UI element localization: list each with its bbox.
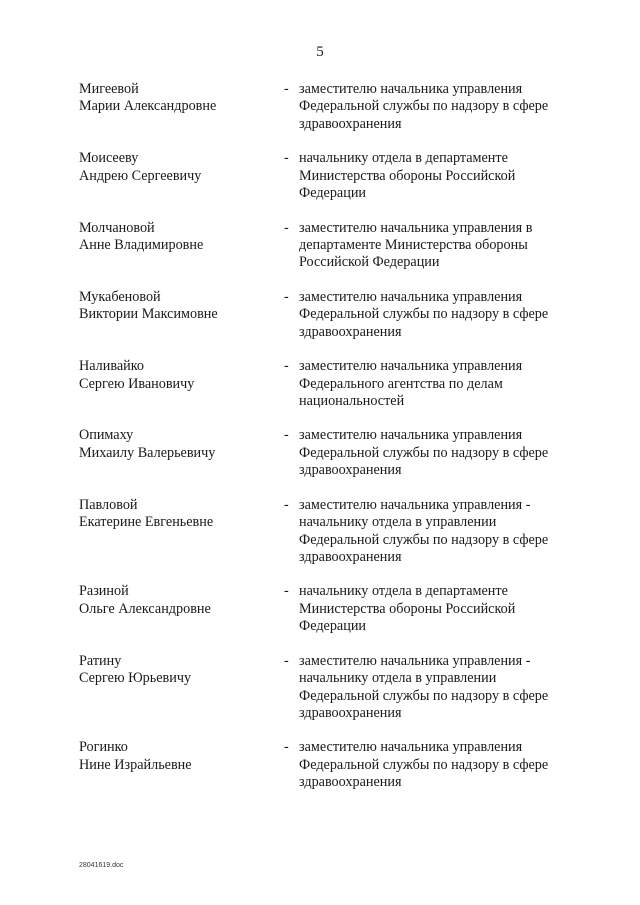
position-description bbox=[299, 289, 599, 341]
name-line: Мигеевой bbox=[79, 81, 139, 97]
position-line: национальностей bbox=[299, 393, 405, 409]
position-line: начальнику отдела в управлении bbox=[299, 670, 497, 687]
name-line: Михаилу Валерьевичу bbox=[79, 444, 216, 461]
list-item bbox=[0, 739, 640, 808]
person-name bbox=[79, 427, 279, 462]
list-item bbox=[0, 289, 640, 358]
position-line: Федеральной службы по надзору в сфере bbox=[299, 531, 549, 548]
list-item bbox=[0, 150, 640, 219]
name-line: Мукабеновой bbox=[79, 288, 161, 305]
name-line: Ольге Александровне bbox=[79, 600, 211, 617]
separator-dash: - bbox=[284, 219, 289, 236]
name-line: Сергею Юрьевичу bbox=[79, 670, 192, 687]
position-description bbox=[299, 497, 599, 567]
list-item bbox=[0, 583, 640, 652]
position-line: заместителю начальника управления bbox=[299, 81, 523, 97]
position-line: Федеральной службы по надзору в сфере bbox=[299, 444, 549, 461]
separator-dash: - bbox=[284, 496, 289, 513]
position-line: Федерации bbox=[299, 618, 367, 635]
separator-dash: - bbox=[284, 739, 289, 756]
position-line: заместителю начальника управления - bbox=[299, 496, 531, 513]
name-line: Анне Владимировне bbox=[79, 237, 204, 253]
position-line: заместителю начальника управления - bbox=[299, 652, 531, 669]
person-name bbox=[79, 739, 279, 774]
position-line: заместителю начальника управления bbox=[299, 739, 523, 756]
person-name bbox=[79, 653, 279, 688]
name-line: Молчановой bbox=[79, 219, 155, 236]
position-line: Федеральной службы по надзору в сфере bbox=[299, 306, 549, 323]
position-line: Российской Федерации bbox=[299, 254, 440, 271]
document-filename: 28041619.doc bbox=[79, 862, 124, 869]
position-description bbox=[299, 583, 599, 635]
name-line: Разиной bbox=[79, 583, 129, 600]
position-line: заместителю начальника управления bbox=[299, 358, 523, 375]
person-name bbox=[79, 81, 279, 116]
name-line: Екатерине Евгеньевне bbox=[79, 514, 214, 531]
position-line: начальнику отдела в департаменте bbox=[299, 583, 508, 600]
position-line: здравоохранения bbox=[299, 323, 402, 340]
position-line: здравоохранения bbox=[299, 704, 402, 721]
name-line: Андрею Сергеевичу bbox=[79, 167, 202, 184]
position-line: Федеральной службы по надзору в сфере bbox=[299, 98, 549, 115]
person-name bbox=[79, 583, 279, 618]
position-line: Федеральной службы по надзору в сфере bbox=[299, 756, 549, 773]
name-line: Моисееву bbox=[79, 150, 139, 167]
page-number: 5 bbox=[316, 44, 324, 60]
name-line: Марии Александровне bbox=[79, 98, 217, 115]
name-line: Рогинко bbox=[79, 739, 128, 756]
list-item bbox=[0, 81, 640, 150]
position-line: Федерального агентства по делам bbox=[299, 375, 503, 392]
list-item bbox=[0, 358, 640, 427]
name-line: Сергею Ивановичу bbox=[79, 375, 195, 392]
separator-dash: - bbox=[284, 427, 289, 444]
position-description bbox=[299, 150, 599, 202]
name-line: Виктории Максимовне bbox=[79, 306, 218, 323]
position-description bbox=[299, 220, 599, 272]
separator-dash: - bbox=[284, 358, 289, 375]
name-line: Павловой bbox=[79, 496, 138, 513]
position-line: Федеральной службы по надзору в сфере bbox=[299, 687, 549, 704]
position-description bbox=[299, 653, 599, 723]
position-line: заместителю начальника управления bbox=[299, 288, 523, 305]
position-description bbox=[299, 358, 599, 410]
position-description bbox=[299, 739, 599, 791]
position-line: заместителю начальника управления в bbox=[299, 219, 533, 236]
position-line: департаменте Министерства обороны bbox=[299, 237, 528, 253]
position-line: Федерации bbox=[299, 185, 367, 202]
person-name bbox=[79, 150, 279, 185]
position-line: здравоохранения bbox=[299, 774, 402, 791]
name-line: Опимаху bbox=[79, 427, 134, 444]
person-name bbox=[79, 289, 279, 324]
position-line: здравоохранения bbox=[299, 549, 402, 565]
position-line: здравоохранения bbox=[299, 115, 402, 132]
person-name bbox=[79, 497, 279, 532]
list-item bbox=[0, 653, 640, 740]
position-line: Министерства обороны Российской bbox=[299, 167, 516, 184]
position-description bbox=[299, 427, 599, 479]
separator-dash: - bbox=[284, 652, 289, 669]
separator-dash: - bbox=[284, 81, 289, 97]
position-description bbox=[299, 81, 599, 133]
person-name bbox=[79, 220, 279, 255]
position-line: Министерства обороны Российской bbox=[299, 600, 516, 617]
separator-dash: - bbox=[284, 583, 289, 600]
name-line: Нине Израйльевне bbox=[79, 756, 192, 773]
position-line: заместителю начальника управления bbox=[299, 427, 523, 444]
separator-dash: - bbox=[284, 288, 289, 305]
list-item bbox=[0, 427, 640, 496]
name-line: Наливайко bbox=[79, 358, 145, 375]
person-name bbox=[79, 358, 279, 393]
list-item bbox=[0, 497, 640, 584]
separator-dash: - bbox=[284, 150, 289, 167]
name-line: Ратину bbox=[79, 652, 122, 669]
list-item bbox=[0, 220, 640, 289]
position-line: начальнику отдела в управлении bbox=[299, 514, 497, 531]
appointment-list bbox=[0, 81, 640, 809]
position-line: здравоохранения bbox=[299, 462, 402, 479]
position-line: начальнику отдела в департаменте bbox=[299, 150, 508, 167]
